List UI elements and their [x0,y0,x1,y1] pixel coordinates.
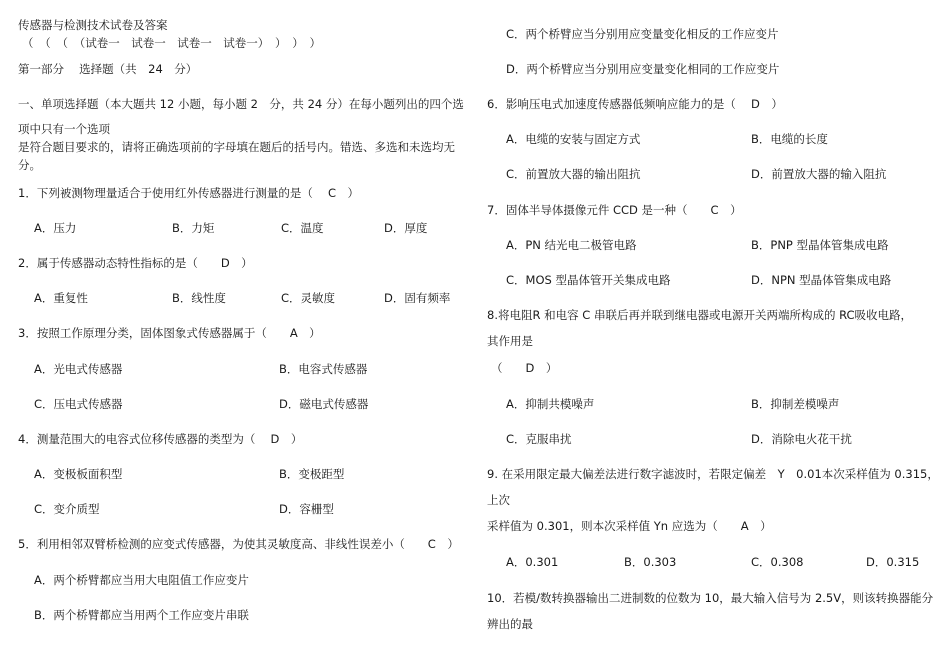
option-a: A．重复性 [34,291,88,305]
option-a: A．光电式传感器 [34,362,123,376]
option-a: A．两个桥臂都应当用大电阻值工作应变片 [34,573,249,587]
doc-subtitle: （ （ （ （试卷一 试卷一 试卷一 试卷一） ） ） ） [22,36,321,50]
option-d: D．固有频率 [384,291,451,305]
question-5: 5．利用相邻双臂桥检测的应变式传感器，为使其灵敏度高、非线性误差小（ C ） [18,537,459,551]
option-c: C．温度 [281,221,324,235]
question-10-cont: 辨出的最 [487,617,533,631]
option-b: B．力矩 [172,221,215,235]
option-d: D．厚度 [384,221,428,235]
option-b: B．电容式传感器 [279,362,368,376]
instruction-line: 一、单项选择题（本大题共 12 小题，每小题 2 分，共 24 分）在每小题列出的四个选 [18,97,464,111]
option-a: A．电缆的安装与固定方式 [506,132,641,146]
option-a: A．0.301 [506,555,559,569]
option-c: C．克服串扰 [506,432,572,446]
option-a: A．变极板面积型 [34,467,123,481]
option-d: D．NPN 型晶体管集成电路 [751,273,892,287]
question-3: 3．按照工作原理分类，固体图象式传感器属于（ A ） [18,326,321,340]
question-8: 8.将电阻R 和电容 C 串联后再并联到继电器或电源开关两端所构成的 RC吸收电路， [487,308,913,322]
option-b: B．0.303 [624,555,677,569]
question-2: 2．属于传感器动态特性指标的是（ D ） [18,256,253,270]
option-b: B．抑制差模噪声 [751,397,840,411]
question-9-cont: 采样值为 0.301，则本次采样值 Yn 应选为（ A ） [487,519,772,533]
question-9-cont: 上次 [487,493,510,507]
question-8-cont: 其作用是 [487,334,533,348]
option-d: D．磁电式传感器 [279,397,369,411]
option-a: A．PN 结光电二极管电路 [506,238,637,252]
question-1: 1．下列被测物理量适合于使用红外传感器进行测量的是（ C ） [18,186,359,200]
instruction-line: 分。 [18,158,41,172]
question-8-answer: （ D ） [491,361,558,375]
option-b: B．变极距型 [279,467,345,481]
instruction-line: 项中只有一个选项 [18,122,110,136]
option-a: A．抑制共模噪声 [506,397,595,411]
option-c: C．变介质型 [34,502,100,516]
section-heading: 第一部分 选择题（共 24 分） [18,62,198,76]
question-4: 4．测量范围大的电容式位移传感器的类型为（ D ） [18,432,303,446]
option-c: C．MOS 型晶体管开关集成电路 [506,273,671,287]
option-b: B．PNP 型晶体管集成电路 [751,238,889,252]
option-c: C．前置放大器的输出阻抗 [506,167,641,181]
option-d: D．前置放大器的输入阻抗 [751,167,887,181]
question-6: 6．影响压电式加速度传感器低频响应能力的是（ D ） [487,97,783,111]
instruction-line: 是符合题目要求的，请将正确选项前的字母填在题后的括号内。错选、多选和未选均无 [18,140,455,154]
question-10: 10．若模/数转换器输出二进制数的位数为 10，最大输入信号为 2.5V，则该转换器能分 [487,591,934,605]
option-b: B．两个桥臂都应当用两个工作应变片串联 [34,608,249,622]
option-d: D．消除电火花干扰 [751,432,852,446]
question-7: 7．固体半导体摄像元件 CCD 是一种（ C ） [487,203,742,217]
option-c: C．0.308 [751,555,804,569]
option-b: B．线性度 [172,291,226,305]
option-c: C．灵敏度 [281,291,336,305]
option-b: B．电缆的长度 [751,132,828,146]
option-d: D．两个桥臂应当分别用应变量变化相同的工作应变片 [506,62,780,76]
option-c: C．压电式传感器 [34,397,123,411]
option-d: D．容栅型 [279,502,334,516]
doc-title: 传感器与检测技术试卷及答案 [18,18,168,32]
question-9: 9. 在采用限定最大偏差法进行数字滤波时，若限定偏差 Y 0.01本次采样值为 0.315， [487,467,939,481]
option-c: C．两个桥臂应当分别用应变量变化相反的工作应变片 [506,27,779,41]
option-d: D．0.315 [866,555,920,569]
option-a: A．压力 [34,221,77,235]
